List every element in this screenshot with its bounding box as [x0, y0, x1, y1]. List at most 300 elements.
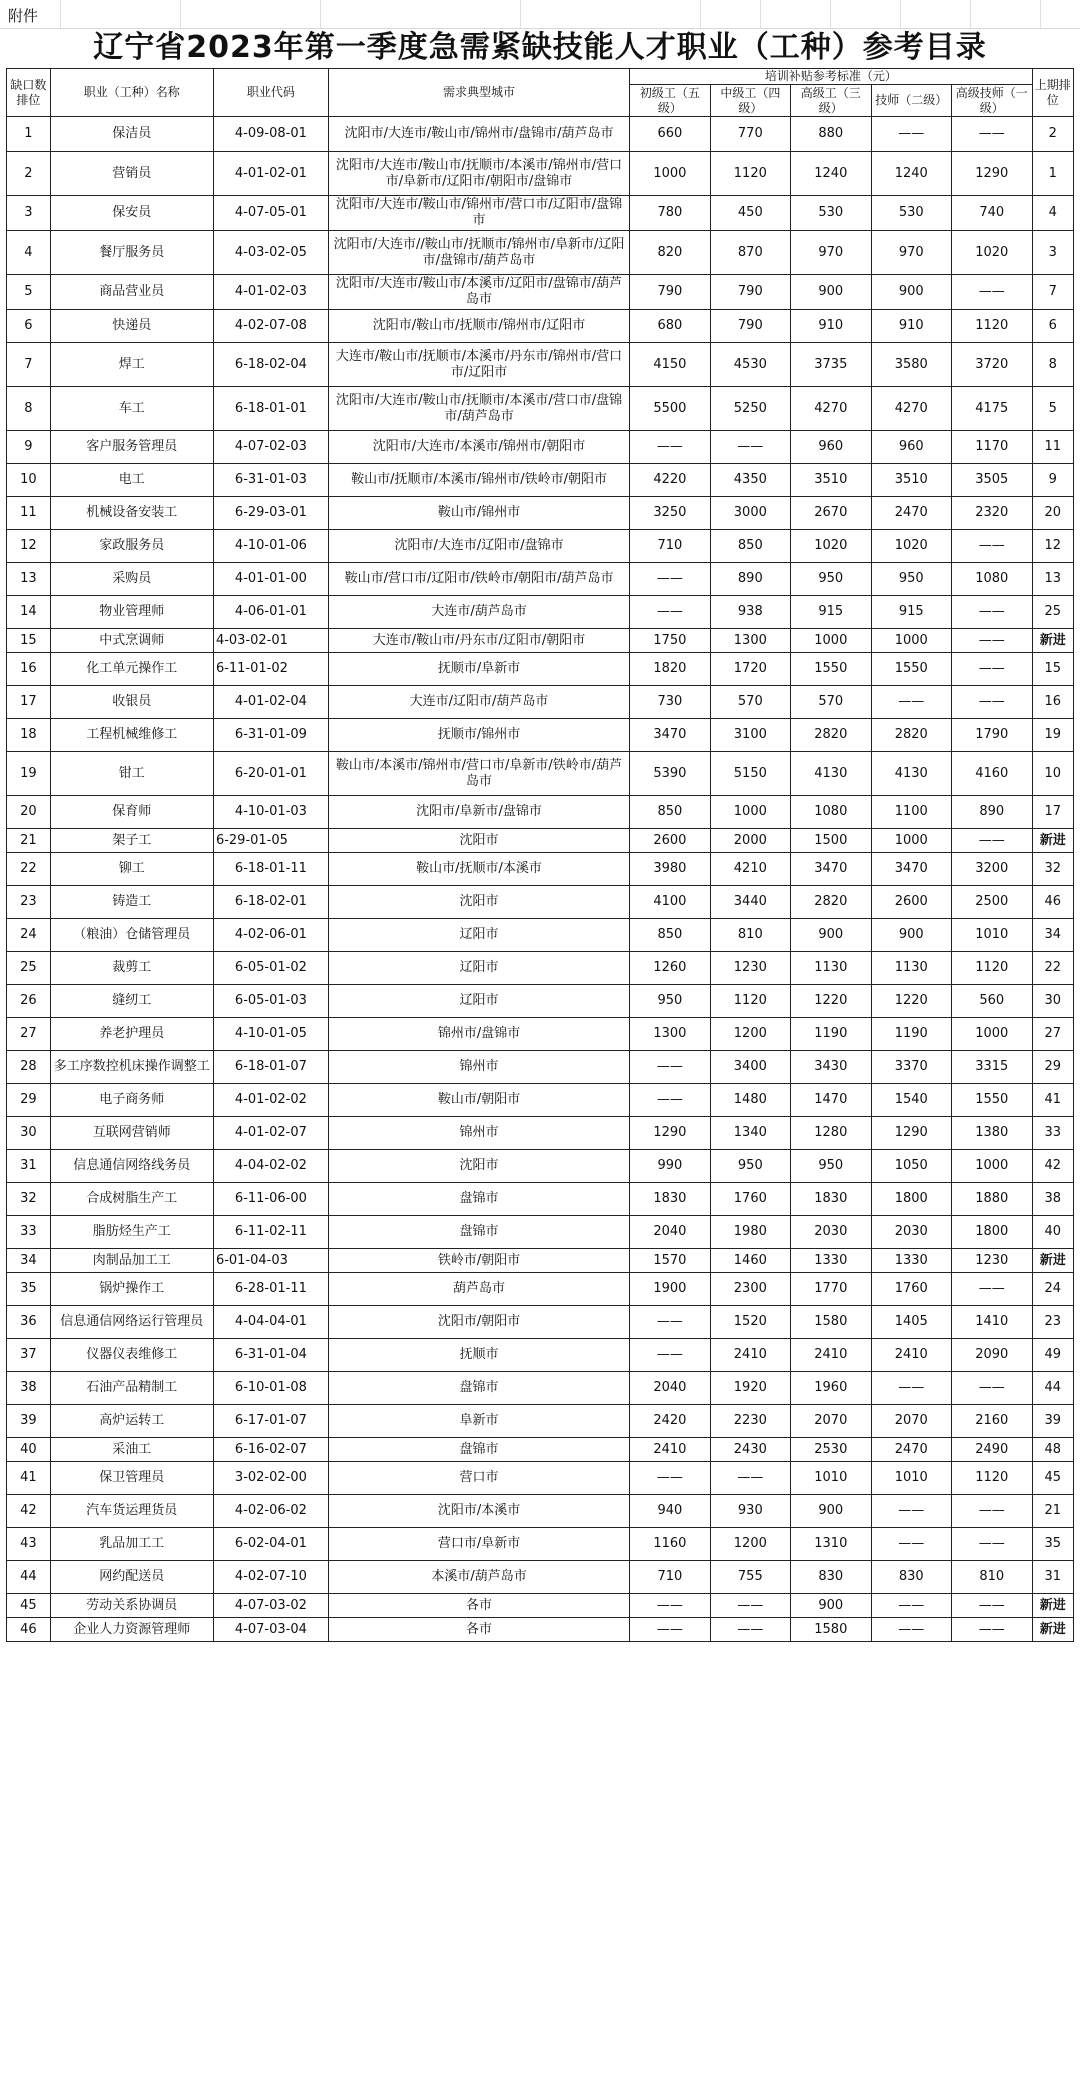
occupation-code: 4-07-05-01 — [213, 196, 328, 231]
level-1-subsidy: 740 — [952, 196, 1033, 231]
level-4-subsidy: 5150 — [710, 752, 790, 796]
level-1-subsidy: 2160 — [952, 1405, 1033, 1438]
occupation-name: 工程机械维修工 — [50, 719, 213, 752]
level-4-subsidy: 1980 — [710, 1216, 790, 1249]
cities-cell: 葫芦岛市 — [328, 1273, 629, 1306]
level-1-subsidy: 560 — [952, 985, 1033, 1018]
table-row — [7, 686, 1074, 719]
previous-rank: 6 — [1032, 310, 1073, 343]
cities-cell: 盘锦市 — [328, 1438, 629, 1462]
rank-cell: 32 — [7, 1183, 51, 1216]
level-2-subsidy: 3370 — [871, 1051, 951, 1084]
level-2-subsidy: 3510 — [871, 464, 951, 497]
level-1-subsidy: —— — [952, 1528, 1033, 1561]
table-row — [7, 952, 1074, 985]
level-1-subsidy: 1170 — [952, 431, 1033, 464]
level-3-subsidy: 1130 — [791, 952, 871, 985]
table-row — [7, 1150, 1074, 1183]
occupation-name: 钳工 — [50, 752, 213, 796]
level-5-subsidy: 1000 — [630, 152, 710, 196]
level-4-subsidy: 790 — [710, 275, 790, 310]
occupation-name: 采购员 — [50, 563, 213, 596]
occupation-code: 6-10-01-08 — [213, 1372, 328, 1405]
level-2-subsidy: 2470 — [871, 497, 951, 530]
level-4-subsidy: 3440 — [710, 886, 790, 919]
previous-rank: 15 — [1032, 653, 1073, 686]
rank-cell: 6 — [7, 310, 51, 343]
rank-cell: 30 — [7, 1117, 51, 1150]
level-3-subsidy: 950 — [791, 1150, 871, 1183]
previous-rank: 12 — [1032, 530, 1073, 563]
previous-rank: 24 — [1032, 1273, 1073, 1306]
level-5-subsidy: 4100 — [630, 886, 710, 919]
level-5-subsidy: 1900 — [630, 1273, 710, 1306]
occupation-name: 车工 — [50, 387, 213, 431]
previous-rank: 11 — [1032, 431, 1073, 464]
level-4-subsidy: 850 — [710, 530, 790, 563]
table-row — [7, 1462, 1074, 1495]
level-2-subsidy: 4130 — [871, 752, 951, 796]
table-body — [7, 117, 1074, 1642]
header-name: 职业（工种）名称 — [50, 69, 213, 117]
rank-cell: 37 — [7, 1339, 51, 1372]
rank-cell: 45 — [7, 1594, 51, 1618]
level-5-subsidy: 4220 — [630, 464, 710, 497]
rank-cell: 39 — [7, 1405, 51, 1438]
occupation-code: 6-11-06-00 — [213, 1183, 328, 1216]
rank-cell: 3 — [7, 196, 51, 231]
level-1-subsidy: 4175 — [952, 387, 1033, 431]
level-5-subsidy: 3980 — [630, 853, 710, 886]
level-4-subsidy: 4210 — [710, 853, 790, 886]
cities-cell: 鞍山市/锦州市 — [328, 497, 629, 530]
level-2-subsidy: 3580 — [871, 343, 951, 387]
table-row — [7, 1117, 1074, 1150]
occupation-code: 6-29-03-01 — [213, 497, 328, 530]
previous-rank: 13 — [1032, 563, 1073, 596]
cities-cell: 各市 — [328, 1594, 629, 1618]
level-3-subsidy: 1000 — [791, 629, 871, 653]
rank-cell: 7 — [7, 343, 51, 387]
rank-cell: 13 — [7, 563, 51, 596]
level-5-subsidy: 850 — [630, 796, 710, 829]
table-row — [7, 853, 1074, 886]
level-4-subsidy: 930 — [710, 1495, 790, 1528]
level-4-subsidy: 1120 — [710, 985, 790, 1018]
previous-rank: 44 — [1032, 1372, 1073, 1405]
rank-cell: 23 — [7, 886, 51, 919]
level-3-subsidy: 1470 — [791, 1084, 871, 1117]
occupation-code: 6-20-01-01 — [213, 752, 328, 796]
rank-cell: 34 — [7, 1249, 51, 1273]
level-2-subsidy: —— — [871, 686, 951, 719]
cities-cell: 抚顺市/阜新市 — [328, 653, 629, 686]
level-4-subsidy: 950 — [710, 1150, 790, 1183]
rank-cell: 15 — [7, 629, 51, 653]
level-5-subsidy: 1570 — [630, 1249, 710, 1273]
occupation-code: 4-10-01-03 — [213, 796, 328, 829]
occupation-name: 石油产品精制工 — [50, 1372, 213, 1405]
level-1-subsidy: 1290 — [952, 152, 1033, 196]
previous-rank: 9 — [1032, 464, 1073, 497]
level-1-subsidy: 4160 — [952, 752, 1033, 796]
header-level-2: 技师（二级） — [871, 85, 951, 117]
previous-rank: 20 — [1032, 497, 1073, 530]
level-1-subsidy: 3505 — [952, 464, 1033, 497]
occupation-name: 企业人力资源管理师 — [50, 1618, 213, 1642]
cities-cell: 沈阳市/鞍山市/抚顺市/锦州市/辽阳市 — [328, 310, 629, 343]
level-5-subsidy: 1290 — [630, 1117, 710, 1150]
level-2-subsidy: 2600 — [871, 886, 951, 919]
level-1-subsidy: 3200 — [952, 853, 1033, 886]
level-2-subsidy: 830 — [871, 1561, 951, 1594]
occupation-name: 裁剪工 — [50, 952, 213, 985]
level-4-subsidy: 4350 — [710, 464, 790, 497]
cities-cell: 盘锦市 — [328, 1216, 629, 1249]
cities-cell: 锦州市 — [328, 1051, 629, 1084]
level-2-subsidy: —— — [871, 1528, 951, 1561]
previous-rank: 39 — [1032, 1405, 1073, 1438]
cities-cell: 鞍山市/营口市/辽阳市/铁岭市/朝阳市/葫芦岛市 — [328, 563, 629, 596]
level-2-subsidy: —— — [871, 1618, 951, 1642]
level-2-subsidy: 2030 — [871, 1216, 951, 1249]
rank-cell: 11 — [7, 497, 51, 530]
table-row — [7, 596, 1074, 629]
occupation-code: 4-02-06-02 — [213, 1495, 328, 1528]
header-rank: 缺口数排位 — [7, 69, 51, 117]
level-1-subsidy: —— — [952, 629, 1033, 653]
previous-rank: 34 — [1032, 919, 1073, 952]
cities-cell: 鞍山市/抚顺市/本溪市/锦州市/铁岭市/朝阳市 — [328, 464, 629, 497]
previous-rank: 新进 — [1032, 1618, 1073, 1642]
previous-rank: 7 — [1032, 275, 1073, 310]
level-3-subsidy: 1080 — [791, 796, 871, 829]
level-2-subsidy: 4270 — [871, 387, 951, 431]
occupation-code: 6-16-02-07 — [213, 1438, 328, 1462]
level-2-subsidy: —— — [871, 1372, 951, 1405]
level-3-subsidy: 2410 — [791, 1339, 871, 1372]
level-3-subsidy: 1190 — [791, 1018, 871, 1051]
level-4-subsidy: 770 — [710, 117, 790, 152]
level-3-subsidy: 950 — [791, 563, 871, 596]
level-2-subsidy: 1010 — [871, 1462, 951, 1495]
cities-cell: 营口市/阜新市 — [328, 1528, 629, 1561]
level-1-subsidy: —— — [952, 1594, 1033, 1618]
cities-cell: 沈阳市/大连市/鞍山市/抚顺市/本溪市/锦州市/营口市/阜新市/辽阳市/朝阳市/盘锦市 — [328, 152, 629, 196]
table-row — [7, 985, 1074, 1018]
table-row — [7, 629, 1074, 653]
table-row — [7, 752, 1074, 796]
occupation-name: 汽车货运理货员 — [50, 1495, 213, 1528]
occupation-code: 6-17-01-07 — [213, 1405, 328, 1438]
cities-cell: 沈阳市/朝阳市 — [328, 1306, 629, 1339]
cities-cell: 大连市/鞍山市/丹东市/辽阳市/朝阳市 — [328, 629, 629, 653]
level-1-subsidy: 1120 — [952, 952, 1033, 985]
rank-cell: 12 — [7, 530, 51, 563]
level-3-subsidy: 2030 — [791, 1216, 871, 1249]
cities-cell: 沈阳市/阜新市/盘锦市 — [328, 796, 629, 829]
level-3-subsidy: 530 — [791, 196, 871, 231]
level-1-subsidy: 1120 — [952, 1462, 1033, 1495]
level-1-subsidy: 3720 — [952, 343, 1033, 387]
cities-cell: 沈阳市/大连市/本溪市/锦州市/朝阳市 — [328, 431, 629, 464]
level-3-subsidy: 1500 — [791, 829, 871, 853]
level-3-subsidy: 1010 — [791, 1462, 871, 1495]
occupation-name: 养老护理员 — [50, 1018, 213, 1051]
rank-cell: 19 — [7, 752, 51, 796]
cities-cell: 沈阳市 — [328, 1150, 629, 1183]
occupation-name: 仪器仪表维修工 — [50, 1339, 213, 1372]
occupation-code: 4-07-02-03 — [213, 431, 328, 464]
previous-rank: 35 — [1032, 1528, 1073, 1561]
occupation-name: 劳动关系协调员 — [50, 1594, 213, 1618]
level-1-subsidy: 1380 — [952, 1117, 1033, 1150]
level-3-subsidy: 880 — [791, 117, 871, 152]
rank-cell: 44 — [7, 1561, 51, 1594]
level-5-subsidy: 1820 — [630, 653, 710, 686]
previous-rank: 10 — [1032, 752, 1073, 796]
level-5-subsidy: 950 — [630, 985, 710, 1018]
header-level-1: 高级技师（一级） — [952, 85, 1033, 117]
level-4-subsidy: —— — [710, 431, 790, 464]
level-3-subsidy: 4130 — [791, 752, 871, 796]
table-row — [7, 1594, 1074, 1618]
occupation-name: 电子商务师 — [50, 1084, 213, 1117]
level-4-subsidy: 1230 — [710, 952, 790, 985]
occupation-name: 电工 — [50, 464, 213, 497]
cities-cell: 辽阳市 — [328, 919, 629, 952]
table-row — [7, 310, 1074, 343]
level-1-subsidy: —— — [952, 530, 1033, 563]
level-3-subsidy: 1550 — [791, 653, 871, 686]
level-1-subsidy: 1550 — [952, 1084, 1033, 1117]
occupation-code: 4-01-02-07 — [213, 1117, 328, 1150]
previous-rank: 21 — [1032, 1495, 1073, 1528]
previous-rank: 1 — [1032, 152, 1073, 196]
level-5-subsidy: —— — [630, 1339, 710, 1372]
occupation-name: 信息通信网络线务员 — [50, 1150, 213, 1183]
occupation-code: 4-01-02-02 — [213, 1084, 328, 1117]
annex-label: 附件 — [8, 7, 39, 25]
document-title: 辽宁省2023年第一季度急需紧缺技能人才职业（工种）参考目录 — [93, 30, 987, 65]
level-1-subsidy: 1020 — [952, 231, 1033, 275]
level-4-subsidy: 870 — [710, 231, 790, 275]
level-3-subsidy: 3735 — [791, 343, 871, 387]
rank-cell: 25 — [7, 952, 51, 985]
level-4-subsidy: 450 — [710, 196, 790, 231]
cities-cell: 锦州市 — [328, 1117, 629, 1150]
level-5-subsidy: 940 — [630, 1495, 710, 1528]
cities-cell: 铁岭市/朝阳市 — [328, 1249, 629, 1273]
header-level-3: 高级工（三级） — [791, 85, 871, 117]
previous-rank: 17 — [1032, 796, 1073, 829]
rank-cell: 28 — [7, 1051, 51, 1084]
occupation-code: 4-01-02-01 — [213, 152, 328, 196]
rank-cell: 9 — [7, 431, 51, 464]
level-5-subsidy: 1160 — [630, 1528, 710, 1561]
level-2-subsidy: 960 — [871, 431, 951, 464]
cities-cell: 盘锦市 — [328, 1372, 629, 1405]
level-1-subsidy: 2500 — [952, 886, 1033, 919]
previous-rank: 23 — [1032, 1306, 1073, 1339]
occupation-code: 6-18-01-11 — [213, 853, 328, 886]
previous-rank: 3 — [1032, 231, 1073, 275]
rank-cell: 14 — [7, 596, 51, 629]
occupation-name: 保卫管理员 — [50, 1462, 213, 1495]
rank-cell: 38 — [7, 1372, 51, 1405]
occupation-code: 6-18-02-01 — [213, 886, 328, 919]
occupation-name: 中式烹调师 — [50, 629, 213, 653]
cities-cell: 沈阳市 — [328, 829, 629, 853]
occupation-name: 机械设备安装工 — [50, 497, 213, 530]
level-5-subsidy: —— — [630, 563, 710, 596]
level-3-subsidy: 900 — [791, 919, 871, 952]
level-4-subsidy: 5250 — [710, 387, 790, 431]
rank-cell: 24 — [7, 919, 51, 952]
table-row — [7, 563, 1074, 596]
level-4-subsidy: 1460 — [710, 1249, 790, 1273]
level-4-subsidy: 1720 — [710, 653, 790, 686]
level-5-subsidy: 990 — [630, 1150, 710, 1183]
level-1-subsidy: 1000 — [952, 1018, 1033, 1051]
level-1-subsidy: 3315 — [952, 1051, 1033, 1084]
header-code: 职业代码 — [213, 69, 328, 117]
cities-cell: 辽阳市 — [328, 985, 629, 1018]
table-row — [7, 1051, 1074, 1084]
level-2-subsidy: 1050 — [871, 1150, 951, 1183]
level-5-subsidy: 680 — [630, 310, 710, 343]
level-3-subsidy: 3470 — [791, 853, 871, 886]
occupation-code: 4-03-02-01 — [213, 629, 328, 653]
level-2-subsidy: 1330 — [871, 1249, 951, 1273]
occupation-name: 客户服务管理员 — [50, 431, 213, 464]
level-2-subsidy: —— — [871, 117, 951, 152]
cities-cell: 沈阳市/大连市//鞍山市/抚顺市/锦州市/阜新市/辽阳市/盘锦市/葫芦岛市 — [328, 231, 629, 275]
level-2-subsidy: 915 — [871, 596, 951, 629]
occupation-code: 6-02-04-01 — [213, 1528, 328, 1561]
level-2-subsidy: 910 — [871, 310, 951, 343]
level-3-subsidy: 900 — [791, 275, 871, 310]
level-5-subsidy: 4150 — [630, 343, 710, 387]
level-3-subsidy: 2820 — [791, 719, 871, 752]
cities-cell: 本溪市/葫芦岛市 — [328, 1561, 629, 1594]
occupation-code: 6-18-01-01 — [213, 387, 328, 431]
level-2-subsidy: 1405 — [871, 1306, 951, 1339]
previous-rank: 4 — [1032, 196, 1073, 231]
cities-cell: 抚顺市 — [328, 1339, 629, 1372]
table-row — [7, 919, 1074, 952]
table-row — [7, 886, 1074, 919]
rank-cell: 35 — [7, 1273, 51, 1306]
rank-cell: 17 — [7, 686, 51, 719]
level-4-subsidy: 810 — [710, 919, 790, 952]
level-5-subsidy: —— — [630, 1306, 710, 1339]
level-4-subsidy: 3400 — [710, 1051, 790, 1084]
level-3-subsidy: 1020 — [791, 530, 871, 563]
table-row — [7, 1495, 1074, 1528]
level-3-subsidy: 915 — [791, 596, 871, 629]
rank-cell: 41 — [7, 1462, 51, 1495]
level-2-subsidy: 970 — [871, 231, 951, 275]
level-2-subsidy: —— — [871, 1594, 951, 1618]
rank-cell: 40 — [7, 1438, 51, 1462]
occupation-code: 4-01-02-04 — [213, 686, 328, 719]
level-1-subsidy: 2090 — [952, 1339, 1033, 1372]
occupation-code: 6-11-02-11 — [213, 1216, 328, 1249]
occupation-name: 保洁员 — [50, 117, 213, 152]
level-3-subsidy: 970 — [791, 231, 871, 275]
level-3-subsidy: 900 — [791, 1594, 871, 1618]
cities-cell: 抚顺市/锦州市 — [328, 719, 629, 752]
previous-rank: 8 — [1032, 343, 1073, 387]
cities-cell: 鞍山市/朝阳市 — [328, 1084, 629, 1117]
occupation-code: 6-31-01-04 — [213, 1339, 328, 1372]
level-4-subsidy: 2000 — [710, 829, 790, 853]
header-cities: 需求典型城市 — [328, 69, 629, 117]
cities-cell: 鞍山市/本溪市/锦州市/营口市/阜新市/铁岭市/葫芦岛市 — [328, 752, 629, 796]
level-3-subsidy: 960 — [791, 431, 871, 464]
level-2-subsidy: —— — [871, 1495, 951, 1528]
level-2-subsidy: 1020 — [871, 530, 951, 563]
level-3-subsidy: 2670 — [791, 497, 871, 530]
previous-rank: 新进 — [1032, 629, 1073, 653]
level-4-subsidy: —— — [710, 1462, 790, 1495]
level-2-subsidy: 2820 — [871, 719, 951, 752]
occupation-name: 商品营业员 — [50, 275, 213, 310]
rank-cell: 46 — [7, 1618, 51, 1642]
occupation-name: 多工序数控机床操作调整工 — [50, 1051, 213, 1084]
table-row — [7, 1339, 1074, 1372]
occupation-name: 保安员 — [50, 196, 213, 231]
occupation-code: 4-03-02-05 — [213, 231, 328, 275]
level-1-subsidy: —— — [952, 1372, 1033, 1405]
occupation-name: 保育师 — [50, 796, 213, 829]
level-5-subsidy: —— — [630, 431, 710, 464]
header-subsidy: 培训补贴参考标准（元） — [630, 69, 1032, 85]
occupation-name: 互联网营销师 — [50, 1117, 213, 1150]
occupation-code: 4-10-01-05 — [213, 1018, 328, 1051]
rank-cell: 4 — [7, 231, 51, 275]
cities-cell: 沈阳市/大连市/辽阳市/盘锦市 — [328, 530, 629, 563]
level-2-subsidy: 1240 — [871, 152, 951, 196]
level-2-subsidy: 1290 — [871, 1117, 951, 1150]
level-1-subsidy: 810 — [952, 1561, 1033, 1594]
level-5-subsidy: 2420 — [630, 1405, 710, 1438]
occupation-name: 缝纫工 — [50, 985, 213, 1018]
table-row — [7, 1216, 1074, 1249]
table-row — [7, 343, 1074, 387]
level-3-subsidy: 2530 — [791, 1438, 871, 1462]
level-3-subsidy: 1280 — [791, 1117, 871, 1150]
occupation-code: 6-05-01-03 — [213, 985, 328, 1018]
occupation-table — [6, 68, 1074, 1642]
occupation-code: 4-02-07-10 — [213, 1561, 328, 1594]
occupation-code: 6-31-01-03 — [213, 464, 328, 497]
rank-cell: 8 — [7, 387, 51, 431]
previous-rank: 25 — [1032, 596, 1073, 629]
level-3-subsidy: 1580 — [791, 1618, 871, 1642]
level-1-subsidy: —— — [952, 653, 1033, 686]
rank-cell: 16 — [7, 653, 51, 686]
level-2-subsidy: 900 — [871, 275, 951, 310]
level-5-subsidy: 2600 — [630, 829, 710, 853]
cities-cell: 各市 — [328, 1618, 629, 1642]
occupation-name: 锅炉操作工 — [50, 1273, 213, 1306]
header-level-5: 初级工（五级） — [630, 85, 710, 117]
table-row — [7, 1618, 1074, 1642]
level-2-subsidy: 1800 — [871, 1183, 951, 1216]
level-4-subsidy: 4530 — [710, 343, 790, 387]
